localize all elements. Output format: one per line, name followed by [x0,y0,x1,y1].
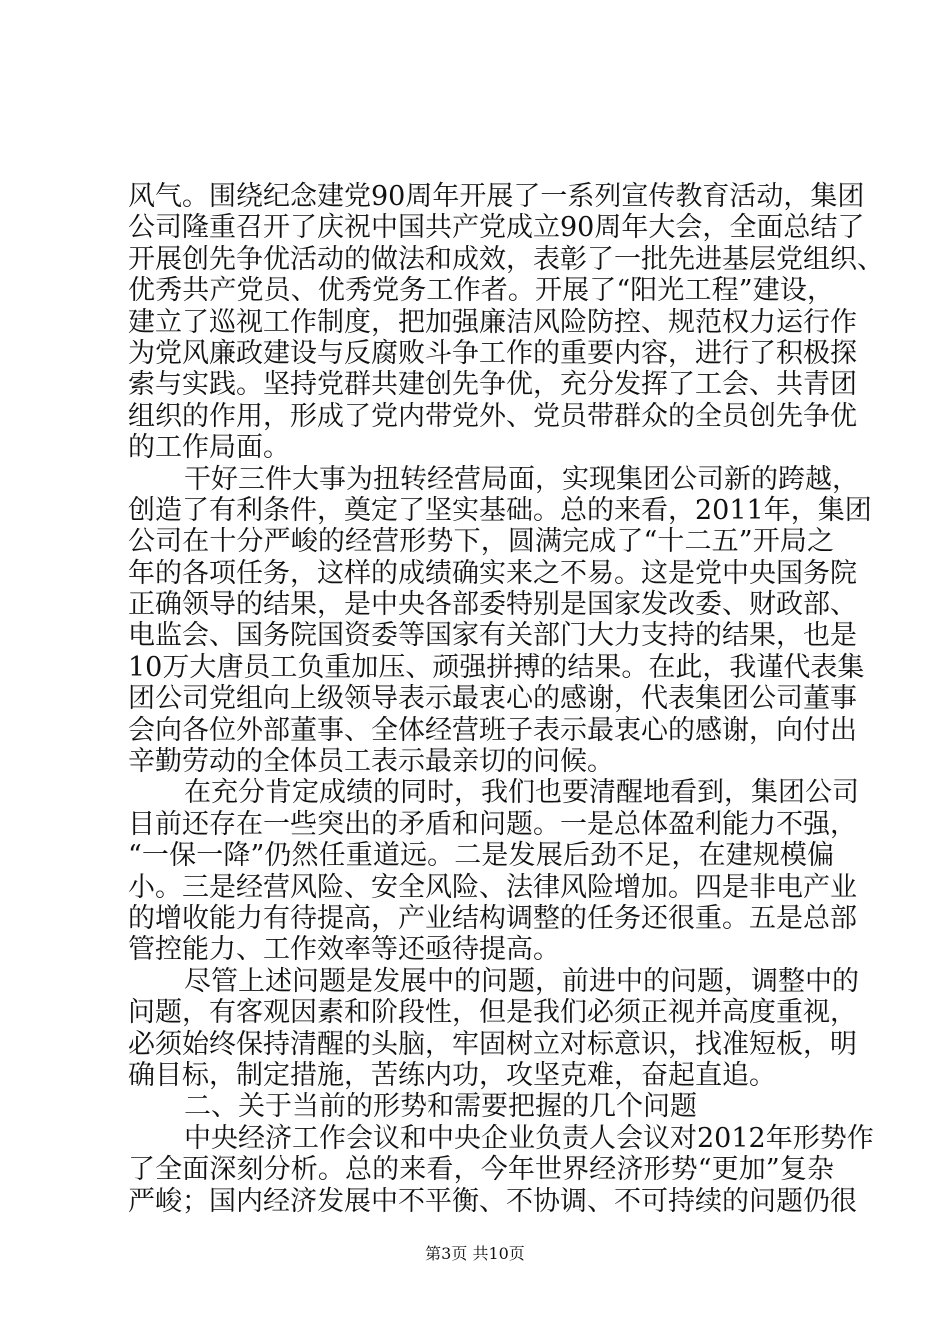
page-number-footer: 第3页 共10页 [425,1244,525,1263]
text-line: 风气。围绕纪念建党90周年开展了一系列宣传教育活动，集团 [128,181,865,212]
paragraph-first-line: 在充分肯定成绩的同时，我们也要清醒地看到，集团公司 [184,777,859,809]
text-line: 电监会、国务院国资委等国家有关部门大力支持的结果，也是 [128,620,857,652]
text-line: 会向各位外部董事、全体经营班子表示最衷心的感谢，向付出 [128,714,857,746]
section-heading: 二、关于当前的形势和需要把握的几个问题 [184,1091,697,1123]
text-line: 管控能力、工作效率等还亟待提高。 [128,934,560,966]
paragraph-first-line: 尽管上述问题是发展中的问题，前进中的问题，调整中的 [184,965,859,997]
paragraph-first-line: 中央经济工作会议和中央企业负责人会议对2012年形势作 [184,1122,874,1154]
text-line: 公司在十分严峻的经营形势下，圆满完成了“十二五”开局之 [128,526,834,558]
text-line: 开展创先争优活动的做法和成效，表彰了一批先进基层党组织、 [128,243,884,275]
text-line: 目前还存在一些突出的矛盾和问题。一是总体盈利能力不强， [128,808,857,840]
text-line: 组织的作用，形成了党内带党外、党员带群众的全员创先争优 [128,400,857,432]
text-line: 问题，有客观因素和阶段性，但是我们必须正视并高度重视， [128,997,857,1029]
text-line: “一保一降”仍然任重道远。二是发展后劲不足，在建规模偏 [128,840,834,872]
text-line: 辛勤劳动的全体员工表示最亲切的问候。 [128,746,614,778]
text-line: 确目标，制定措施，苦练内功，攻坚克难，奋起直追。 [128,1059,776,1091]
text-line: 严峻；国内经济发展中不平衡、不协调、不可持续的问题仍很 [128,1185,857,1217]
text-line: 团公司党组向上级领导表示最衷心的感谢，代表集团公司董事 [128,683,857,715]
paragraph-first-line: 干好三件大事为扭转经营局面，实现集团公司新的跨越， [184,463,859,495]
text-line: 为党风廉政建设与反腐败斗争工作的重要内容，进行了积极探 [128,337,857,369]
text-line: 正确领导的结果，是中央各部委特别是国家发改委、财政部、 [128,589,857,621]
text-line: 公司隆重召开了庆祝中国共产党成立90周年大会，全面总结了 [128,212,865,244]
text-line: 小。三是经营风险、安全风险、法律风险增加。四是非电产业 [128,871,857,903]
text-line: 了全面深刻分析。总的来看，今年世界经济形势“更加”复杂 [128,1154,834,1186]
text-line: 必须始终保持清醒的头脑，牢固树立对标意识，找准短板，明 [128,1028,857,1060]
text-line: 建立了巡视工作制度，把加强廉洁风险防控、规范权力运行作 [128,306,857,338]
text-line: 的工作局面。 [128,432,290,464]
text-line: 索与实践。坚持党群共建创先争优，充分发挥了工会、共青团 [128,369,857,401]
text-line: 优秀共产党员、优秀党务工作者。开展了“阳光工程”建设， [128,275,834,307]
document-body [128,181,884,1217]
text-line: 10万大唐员工负重加压、顽强拼搏的结果。在此，我谨代表集 [128,651,865,683]
text-line: 年的各项任务，这样的成绩确实来之不易。这是党中央国务院 [128,557,857,589]
text-line: 的增收能力有待提高，产业结构调整的任务还很重。五是总部 [128,902,857,934]
text-line: 创造了有利条件，奠定了坚实基础。总的来看，2011年，集团 [128,494,872,526]
